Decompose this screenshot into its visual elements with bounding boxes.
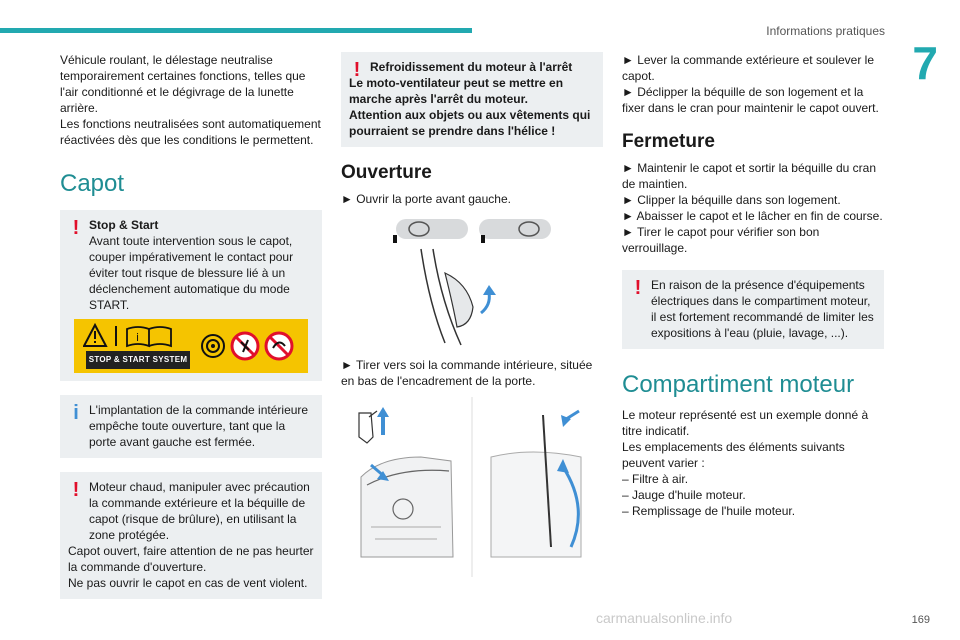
interior-control-illustration <box>341 213 603 353</box>
warning-icon: ! <box>353 59 361 81</box>
fermeture-heading: Fermeture <box>622 131 715 152</box>
header-accent-bar <box>0 28 472 33</box>
info-box-interior-control <box>60 395 322 458</box>
svg-text:i: i <box>136 331 140 344</box>
section-title: Informations pratiques <box>766 24 885 38</box>
fermeture-step-3: ► Abaisser le capot et le lâcher en fin de course. <box>622 209 883 223</box>
stop-start-warning-box <box>60 210 322 381</box>
fan-danger-icons <box>199 324 299 368</box>
info-text: L'implantation de la commande intérieure empêche toute ouverture, tant que la porte avant gauche est fermée. <box>89 403 309 449</box>
compartiment-heading: Compartiment moteur <box>622 371 855 398</box>
cooling-warning-box <box>341 52 603 147</box>
fermeture-step-4: ► Tirer le capot pour vérifier son bon verrouillage. <box>622 225 820 255</box>
info-icon: i <box>73 402 79 424</box>
electrical-warning-box <box>622 270 884 349</box>
stop-start-text: Avant toute intervention sous le capot, couper impérativement le contact pour éviter tout risque de blessure lié à un déclenchement automatique du mode START. <box>89 234 294 312</box>
fermeture-step-2: ► Clipper la béquille dans son logement. <box>622 193 841 207</box>
cooling-line-1: Refroidissement du moteur à l'arrêt <box>370 60 573 74</box>
chapter-number: 7 <box>912 37 938 89</box>
hood-opening-illustration <box>341 397 603 577</box>
intro-paragraph: Véhicule roulant, le délestage neutralise temporairement certaines fonctions, telles que l'air conditionné et le dégivrage de la lunette arrière. <box>60 53 306 115</box>
ouverture-step-4: ► Déclipper la béquille de son logement et la fixer dans le cran pour maintenir le capot ouvert. <box>622 85 879 115</box>
hot-engine-text: Moteur chaud, manipuler avec précaution la commande extérieure et la béquille de capot (risque de brûlure), en utilisant la zone protégée. <box>89 480 310 542</box>
ouverture-step-1: ► Ouvrir la porte avant gauche. <box>341 192 511 206</box>
column-1 <box>60 52 322 599</box>
hot-engine-warning-box <box>60 472 322 599</box>
ouverture-step-3: ► Lever la commande extérieure et soulever le capot. <box>622 53 874 83</box>
column-3 <box>622 52 884 519</box>
stop-start-sign <box>74 319 308 373</box>
electrical-warning-text: En raison de la présence d'équipements électriques dans le compartiment moteur, il est fortement recommandé de limiter les expositions à l'eau (pluie, lavage, ...). <box>651 278 874 340</box>
stop-start-title: Stop & Start <box>89 218 159 232</box>
compartiment-item-2: – Jauge d'huile moteur. <box>622 488 746 502</box>
compartiment-text-1: Le moteur représenté est un exemple donné à titre indicatif. <box>622 408 869 438</box>
ouverture-step-2: ► Tirer vers soi la commande intérieure, située en bas de l'encadrement de la porte. <box>341 358 593 388</box>
compartiment-item-3: – Remplissage de l'huile moteur. <box>622 504 796 518</box>
fermeture-step-1: ► Maintenir le capot et sortir la béquille du cran de maintien. <box>622 161 877 191</box>
cooling-line-3: Attention aux objets ou aux vêtements qui pourraient se prendre dans l'hélice ! <box>349 108 591 138</box>
watermark: carmanualsonline.info <box>596 610 733 626</box>
manual-warning-icon <box>83 323 193 349</box>
page-number: 169 <box>911 614 930 626</box>
compartiment-text-2: Les emplacements des éléments suivants peuvent varier : <box>622 440 845 470</box>
compartiment-item-1: – Filtre à air. <box>622 472 689 486</box>
hot-engine-text-2: Capot ouvert, faire attention de ne pas heurter la commande d'ouverture. <box>68 544 314 574</box>
intro-paragraph-2: Les fonctions neutralisées sont automatiquement réactivées dès que les conditions le permettent. <box>60 117 321 147</box>
cooling-line-2: Le moto-ventilateur peut se mettre en marche après l'arrêt du moteur. <box>349 76 564 106</box>
sign-label: STOP & START SYSTEM <box>86 351 191 369</box>
hot-engine-text-3: Ne pas ouvrir le capot en cas de vent violent. <box>68 576 308 590</box>
warning-icon: ! <box>634 277 642 299</box>
column-2 <box>341 52 603 577</box>
warning-icon: ! <box>72 217 80 239</box>
ouverture-heading: Ouverture <box>341 162 432 183</box>
warning-icon: ! <box>72 479 80 501</box>
capot-heading: Capot <box>60 170 125 197</box>
sign-left-panel <box>83 323 193 369</box>
